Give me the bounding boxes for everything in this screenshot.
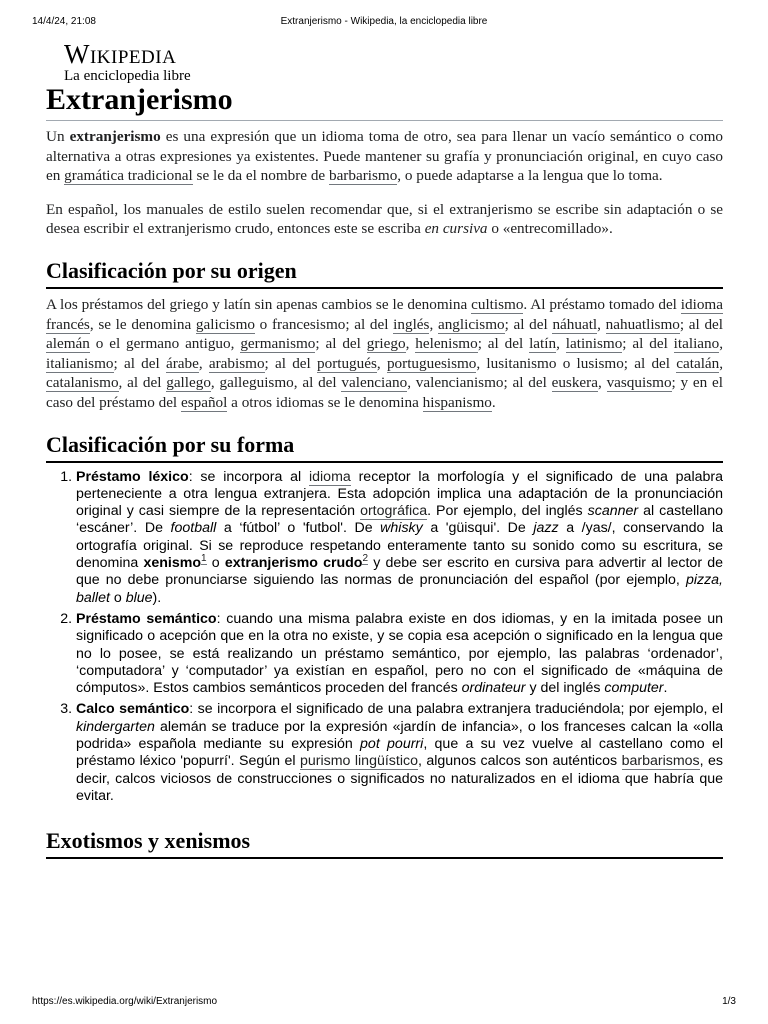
link-ingles[interactable]: inglés (393, 315, 430, 333)
link-italianismo[interactable]: italianismo (46, 354, 114, 372)
link-portugues[interactable]: portugués (317, 354, 377, 372)
link-germanismo[interactable]: germanismo (240, 335, 316, 353)
print-page-title: Extranjerismo - Wikipedia, la enciclopedia libre (280, 16, 488, 27)
link-arabe[interactable]: árabe (165, 354, 199, 372)
link-barbarismo[interactable]: barbarismo (328, 167, 398, 185)
link-valenciano[interactable]: valenciano (341, 374, 408, 392)
article-content (46, 82, 723, 865)
link-barbarismos[interactable]: barbarismos (621, 753, 700, 770)
link-italiano[interactable]: italiano (673, 335, 720, 353)
intro-paragraph-2: En español, los manuales de estilo suelen recomendar que, si el extranjerismo se escribe sin adaptación o se desea escribir el extranjerismo crudo, entonces este se escriba en cursiva o «entrecomillado». (46, 200, 723, 238)
logo-wordmark: Wikipedia (64, 39, 177, 69)
print-header (0, 16, 768, 30)
list-item-calco-semantico: 3. Calco semántico: se incorpora el significado de una palabra extranjera traduciéndola; por ejemplo, el kindergarten alemán se traduce por la expresión «jardín de infancia», o los franceses calcan la «olla podrida» española mediante su expresión pot pourri, que a su vez vuelve al castellano como el préstamo léxico 'popurrí'. Según el purismo lingüístico, algunos calcos son auténticos barbarismos, es decir, calcos viciosos de construcciones o significados no naturalizados en el idioma que habría que evitar. (76, 701, 723, 805)
link-gallego[interactable]: gallego (166, 374, 211, 392)
intro-paragraph-1: Un extranjerismo es una expresión que un idioma toma de otro, sea para llenar un vacío semántico o como alternativa a otras expresiones ya existentes. Puede mantener su grafía y pronunciación original, en cuyo caso en gramática tradicional se le da el nombre de barbarismo, o puede adaptarse a la lengua que lo toma. (46, 128, 724, 185)
link-cultismo[interactable]: cultismo (471, 295, 524, 313)
section-heading-forma: Clasificación por su forma (46, 431, 723, 463)
link-latin[interactable]: latín (529, 335, 557, 353)
link-gramatica-tradicional[interactable]: gramática tradicional (64, 167, 193, 185)
origen-paragraph: A los préstamos del griego y latín sin apenas cambios se le denomina cultismo. Al préstamo tomado del idioma francés, se le denomina galicismo o francesismo; al del inglés, anglicismo; al del náhuatl, nahuatlismo; al del alemán o el germano antiguo, germanismo; al del griego, helenismo; al del latín, latinismo; al del italiano, italianismo; al del árabe, arabismo; al del portugués, portuguesismo, lusitanismo o lusismo; al del catalán, catalanismo, al del gallego, galleguismo, al del valenciano, valencianismo; al del euskera, vasquismo; y en el caso del préstamo del español a otros idiomas se le denomina hispanismo. (46, 295, 724, 411)
term-extranjerismo: extranjerismo (69, 128, 161, 145)
print-page-number: 1/3 (722, 996, 736, 1007)
link-ortografica[interactable]: ortográfica (360, 503, 428, 520)
link-aleman[interactable]: alemán (46, 335, 90, 353)
link-portuguesismo[interactable]: portuguesismo (386, 354, 477, 372)
link-arabismo[interactable]: arabismo (208, 354, 265, 372)
link-helenismo[interactable]: helenismo (415, 335, 478, 353)
print-datetime: 14/4/24, 21:08 (32, 16, 96, 27)
print-footer (0, 996, 768, 1010)
list-item-prestamo-lexico: 1. Préstamo léxico: se incorpora al idioma receptor la morfología y el significado de una palabra perteneciente a otra lengua extranjera. Esta adopción implica una adaptación de la pronunciación original y casi siempre de la representación ortográfica. Por ejemplo, del inglés scanner al castellano ‘escáner’. De football a ‘fútbol’ o 'futbol'. De whisky a 'güisqui'. De jazz a /yas/, conservando la ortografía original. Si se reproduce respetando enteramente tanto su sonido como su escritura, se denomina xenismo$^1$ o extranjerismo crudo$^2$ y debe ser escrito en cursiva para advertir al lector de que no debe pronunciarse siguiendo las normas de pronunciación del español (por ejemplo, pizza, ballet o blue). (76, 469, 723, 607)
link-euskera[interactable]: euskera (551, 374, 598, 392)
list-item-prestamo-semantico: 2. Préstamo semántico: cuando una misma palabra existe en dos idiomas, y en la imitada posee un significado o acepción que en la otra no existe, y se copia esa acepción o significado en la lengua que no lo posee, se está realizando un préstamo semántico, por ejemplo, las palabras ‘ordenador’, ‘computadora’ y ‘computador’ ya existían en español, pero no con el significado de «máquina de cómputos». Estos cambios semánticos proceden del francés ordinateur y del inglés computer. (76, 611, 723, 697)
page-title: Extranjerismo (46, 82, 723, 121)
link-idioma-frances[interactable]: idioma francés (46, 295, 723, 333)
link-catalan[interactable]: catalán (676, 354, 720, 372)
link-griego[interactable]: griego (366, 335, 406, 353)
logo-tagline: La enciclopedia libre (64, 68, 191, 84)
section-heading-exotismos: Exotismos y xenismos (46, 827, 723, 859)
link-nahuatl[interactable]: náhuatl (552, 315, 598, 333)
link-anglicismo[interactable]: anglicismo (437, 315, 505, 333)
print-url: https://es.wikipedia.org/wiki/Extranjerismo (32, 996, 218, 1007)
footnote-link-2[interactable]: 2 (362, 553, 369, 565)
link-latinismo[interactable]: latinismo (565, 335, 623, 353)
footnote-link-1[interactable]: 1 (201, 553, 207, 565)
link-catalanismo[interactable]: catalanismo (46, 374, 119, 392)
link-idioma[interactable]: idioma (308, 468, 351, 485)
section-heading-origen: Clasificación por su origen (46, 257, 723, 289)
link-hispanismo[interactable]: hispanismo (422, 393, 492, 411)
link-purismo-linguistico[interactable]: purismo lingüístico (299, 753, 418, 770)
link-galicismo[interactable]: galicismo (195, 315, 255, 333)
link-vasquismo[interactable]: vasquismo (606, 374, 672, 392)
wikipedia-logo[interactable] (64, 40, 224, 84)
forma-list (46, 469, 723, 806)
link-nahuatlismo[interactable]: nahuatlismo (605, 315, 680, 333)
link-espanol[interactable]: español (180, 393, 228, 411)
